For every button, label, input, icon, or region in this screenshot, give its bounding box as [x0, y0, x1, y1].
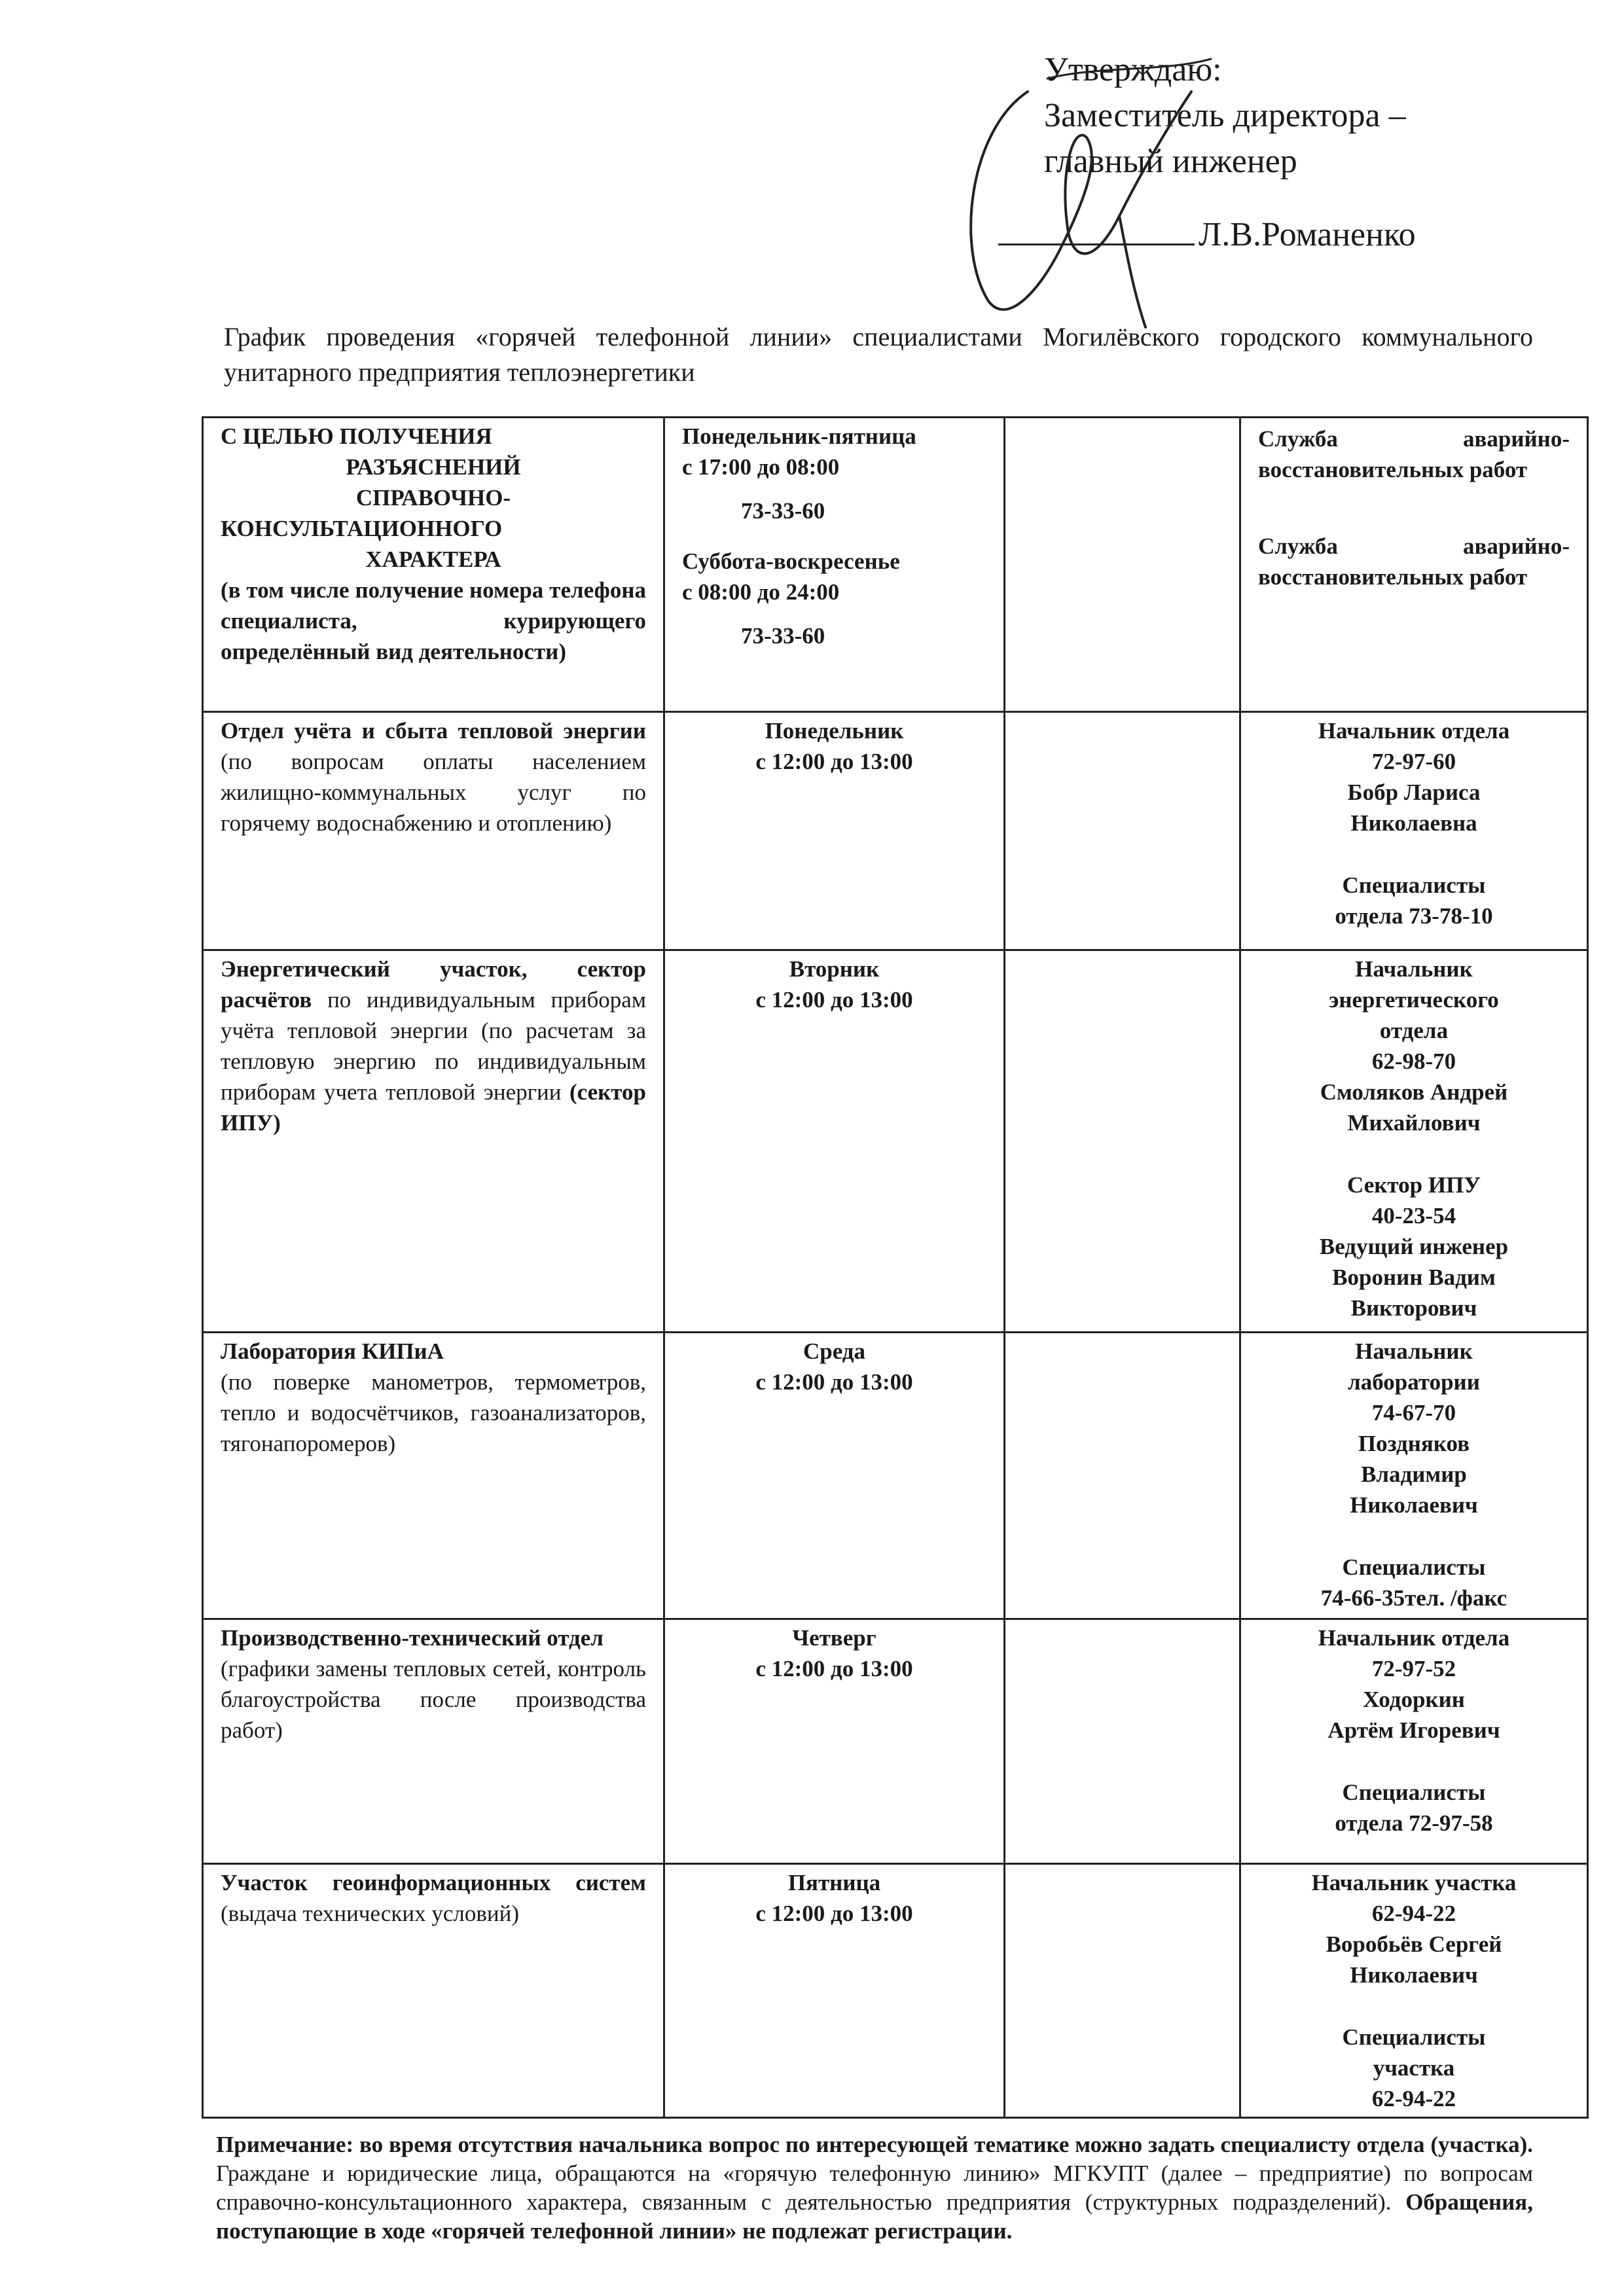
empty-cell: [1005, 1619, 1240, 1864]
table-row: [203, 1333, 1588, 1619]
contact-line: Поздняков: [1358, 1431, 1470, 1456]
department-description: (в том числе получение номера телефона специалиста, курирующего определённый вид деятельности): [221, 577, 646, 664]
contact-cell: [1240, 418, 1588, 712]
schedule-day: Понедельник: [765, 718, 904, 744]
contact-line: Сектор ИПУ: [1347, 1172, 1481, 1198]
contact-line: Артём Игоревич: [1327, 1717, 1500, 1743]
schedule-day: Среда: [803, 1338, 866, 1364]
signatory-name: Л.В.Романенко: [1199, 216, 1416, 253]
contact-specialists: [1258, 1552, 1570, 1613]
schedule-day: Вторник: [789, 956, 880, 982]
schedule-phone: 73-33-60: [741, 498, 825, 524]
schedule-hours: с 12:00 до 13:00: [755, 1656, 913, 1681]
contact-line: Владимир: [1361, 1462, 1467, 1487]
contact-line: энергетического: [1329, 987, 1499, 1013]
department-description: (выдача технических условий): [221, 1901, 520, 1926]
empty-cell: [1005, 418, 1240, 712]
department-name-line: КОНСУЛЬТАЦИОННОГО: [221, 516, 503, 541]
department-name: Отдел учёта и сбыта тепловой энергии: [221, 718, 646, 744]
contact-phone: 72-97-60: [1371, 749, 1456, 774]
contact-specialists: [1258, 870, 1570, 931]
contact-line: Начальник участка: [1311, 1870, 1517, 1895]
contact-phone: 74-66-35тел. /факс: [1320, 1585, 1507, 1611]
department-description: (по поверке манометров, термометров, тепло и водосчётчиков, газоанализаторов, тягонапоромеров): [221, 1369, 646, 1456]
contact-head: [1258, 1336, 1570, 1520]
contact-line: отдела 72-97-58: [1335, 1810, 1493, 1836]
department-name: Энергетический участок, сектор расчётов: [221, 956, 646, 1013]
contact-phone: 62-98-70: [1371, 1049, 1456, 1074]
contact-service: Служба аварийно-восстановительных работ: [1258, 533, 1570, 590]
schedule-hours: с 12:00 до 13:00: [755, 1901, 913, 1926]
contact-line: Воробьёв Сергей: [1326, 1931, 1502, 1957]
empty-cell: [1005, 950, 1240, 1333]
contact-cell: [1240, 1333, 1588, 1619]
schedule-hours: с 12:00 до 13:00: [755, 1369, 913, 1395]
approval-position-line2: главный инженер: [1044, 143, 1297, 180]
schedule-phone: 73-33-60: [741, 623, 825, 649]
schedule-hours: с 12:00 до 13:00: [755, 987, 913, 1013]
schedule-cell: [664, 418, 1005, 712]
table-row: [203, 418, 1588, 712]
contact-phone: 72-97-52: [1371, 1656, 1456, 1681]
footnote-body: Граждане и юридические лица, обращаются на «горячую телефонную линию» МГКУПТ (далее – предприятие) по вопросам справочно-консультационного характера, связанным с деятельностью предприятия (структурных подразделений).: [216, 2161, 1533, 2215]
contact-cell: [1240, 712, 1588, 950]
table-row: [203, 712, 1588, 950]
department-name: Производственно-технический отдел: [221, 1625, 604, 1651]
schedule-day: Пятница: [787, 1870, 881, 1895]
contact-specialists: [1258, 1170, 1570, 1323]
contact-line: отдела 73-78-10: [1335, 903, 1493, 929]
contact-line: Бобр Лариса: [1347, 780, 1481, 805]
contact-cell: [1240, 1619, 1588, 1864]
department-name-line: СПРАВОЧНО-: [355, 485, 511, 511]
schedule-cell: [664, 1333, 1005, 1619]
contact-head: [1258, 954, 1570, 1138]
department-cell: [203, 1619, 664, 1864]
table-row: [203, 1619, 1588, 1864]
department-description: (графики замены тепловых сетей, контроль благоустройства после производства работ): [221, 1656, 646, 1743]
contact-line: Начальник: [1355, 1338, 1473, 1364]
contact-line: Специалисты: [1342, 1554, 1486, 1580]
schedule-table: [202, 416, 1589, 2119]
handwritten-signature: [929, 52, 1270, 340]
contact-line: Ведущий инженер: [1319, 1234, 1509, 1259]
department-sector: (сектор ИПУ): [221, 1079, 646, 1136]
contact-line: Ходоркин: [1363, 1687, 1465, 1712]
contact-line: Николаевич: [1350, 1492, 1478, 1518]
contact-phone: 62-94-22: [1371, 2086, 1456, 2111]
department-name-line: ХАРАКТЕРА: [365, 547, 501, 572]
department-cell: [203, 1333, 664, 1619]
contact-line: отдела: [1379, 1018, 1449, 1043]
contact-line: Специалисты: [1342, 2024, 1486, 2050]
contact-phone: 74-67-70: [1371, 1400, 1456, 1426]
department-name: Участок геоинформационных систем: [221, 1870, 646, 1895]
contact-line: Начальник отдела: [1318, 1625, 1510, 1651]
contact-line: Михайлович: [1347, 1110, 1481, 1136]
approval-position-line1: Заместитель директора –: [1044, 97, 1406, 134]
contact-line: Смоляков Андрей: [1320, 1079, 1508, 1105]
contact-cell: [1240, 950, 1588, 1333]
approval-heading: Утверждаю:: [1044, 51, 1222, 88]
schedule-cell: [664, 1864, 1005, 2118]
schedule-cell: [664, 1619, 1005, 1864]
schedule-cell: [664, 712, 1005, 950]
department-name-line: С ЦЕЛЬЮ ПОЛУЧЕНИЯ: [221, 423, 492, 449]
document-title: График проведения «горячей телефонной линии» специалистами Могилёвского городского коммунального унитарного предприятия теплоэнергетики: [224, 322, 1533, 387]
contact-specialists: [1258, 2022, 1570, 2114]
contact-line: Викторович: [1350, 1295, 1477, 1321]
contact-line: Специалисты: [1342, 872, 1486, 898]
schedule-day: Четверг: [792, 1625, 876, 1651]
footnote-note: Примечание: во время отсутствия начальника вопрос по интересующей тематике можно задать специалисту отдела (участка).: [216, 2132, 1533, 2157]
schedule-days: Понедельник-пятница: [682, 423, 916, 449]
contact-phone: 62-94-22: [1371, 1901, 1456, 1926]
contact-line: Специалисты: [1342, 1780, 1486, 1805]
empty-cell: [1005, 1864, 1240, 2118]
department-cell: [203, 418, 664, 712]
empty-cell: [1005, 712, 1240, 950]
schedule-cell: [664, 950, 1005, 1333]
department-description: (по вопросам оплаты населением жилищно-коммунальных услуг по горячему водоснабжению и отоплению): [221, 749, 646, 836]
contact-service: Служба аварийно-восстановительных работ: [1258, 426, 1570, 482]
contact-line: Николаевич: [1350, 1962, 1478, 1988]
department-description: по индивидуальным приборам учёта тепловой энергии (по расчетам за тепловую энергию по индивидуальным приборам учета тепловой энергии: [221, 987, 646, 1105]
contact-specialists: [1258, 1777, 1570, 1839]
contact-line: участка: [1373, 2055, 1455, 2081]
department-name: [221, 421, 646, 575]
department-name: Лаборатория КИПиА: [221, 1338, 444, 1364]
contact-line: лаборатории: [1348, 1369, 1480, 1395]
department-name-line: РАЗЪЯСНЕНИЙ: [346, 454, 521, 480]
schedule-hours: с 08:00 до 24:00: [682, 579, 840, 605]
contact-cell: [1240, 1864, 1588, 2118]
schedule-hours: с 12:00 до 13:00: [755, 749, 913, 774]
footnote-registration: Обращения, поступающие в ходе «горячей телефонной линии» не подлежат регистрации.: [216, 2189, 1533, 2244]
table-row: [203, 1864, 1588, 2118]
contact-head: [1258, 1867, 1570, 1990]
contact-head: [1258, 715, 1570, 838]
contact-line: Николаевна: [1350, 810, 1477, 836]
contact-line: Начальник отдела: [1318, 718, 1510, 744]
contact-line: Воронин Вадим: [1332, 1265, 1496, 1290]
contact-line: Начальник: [1355, 956, 1473, 982]
department-cell: [203, 712, 664, 950]
department-cell: [203, 950, 664, 1333]
schedule-days: Суббота-воскресенье: [682, 548, 900, 574]
footnote: [216, 2130, 1533, 2246]
table-row: [203, 950, 1588, 1333]
schedule-hours: с 17:00 до 08:00: [682, 454, 840, 480]
contact-head: [1258, 1623, 1570, 1746]
empty-cell: [1005, 1333, 1240, 1619]
department-cell: [203, 1864, 664, 2118]
contact-phone: 40-23-54: [1371, 1203, 1456, 1229]
